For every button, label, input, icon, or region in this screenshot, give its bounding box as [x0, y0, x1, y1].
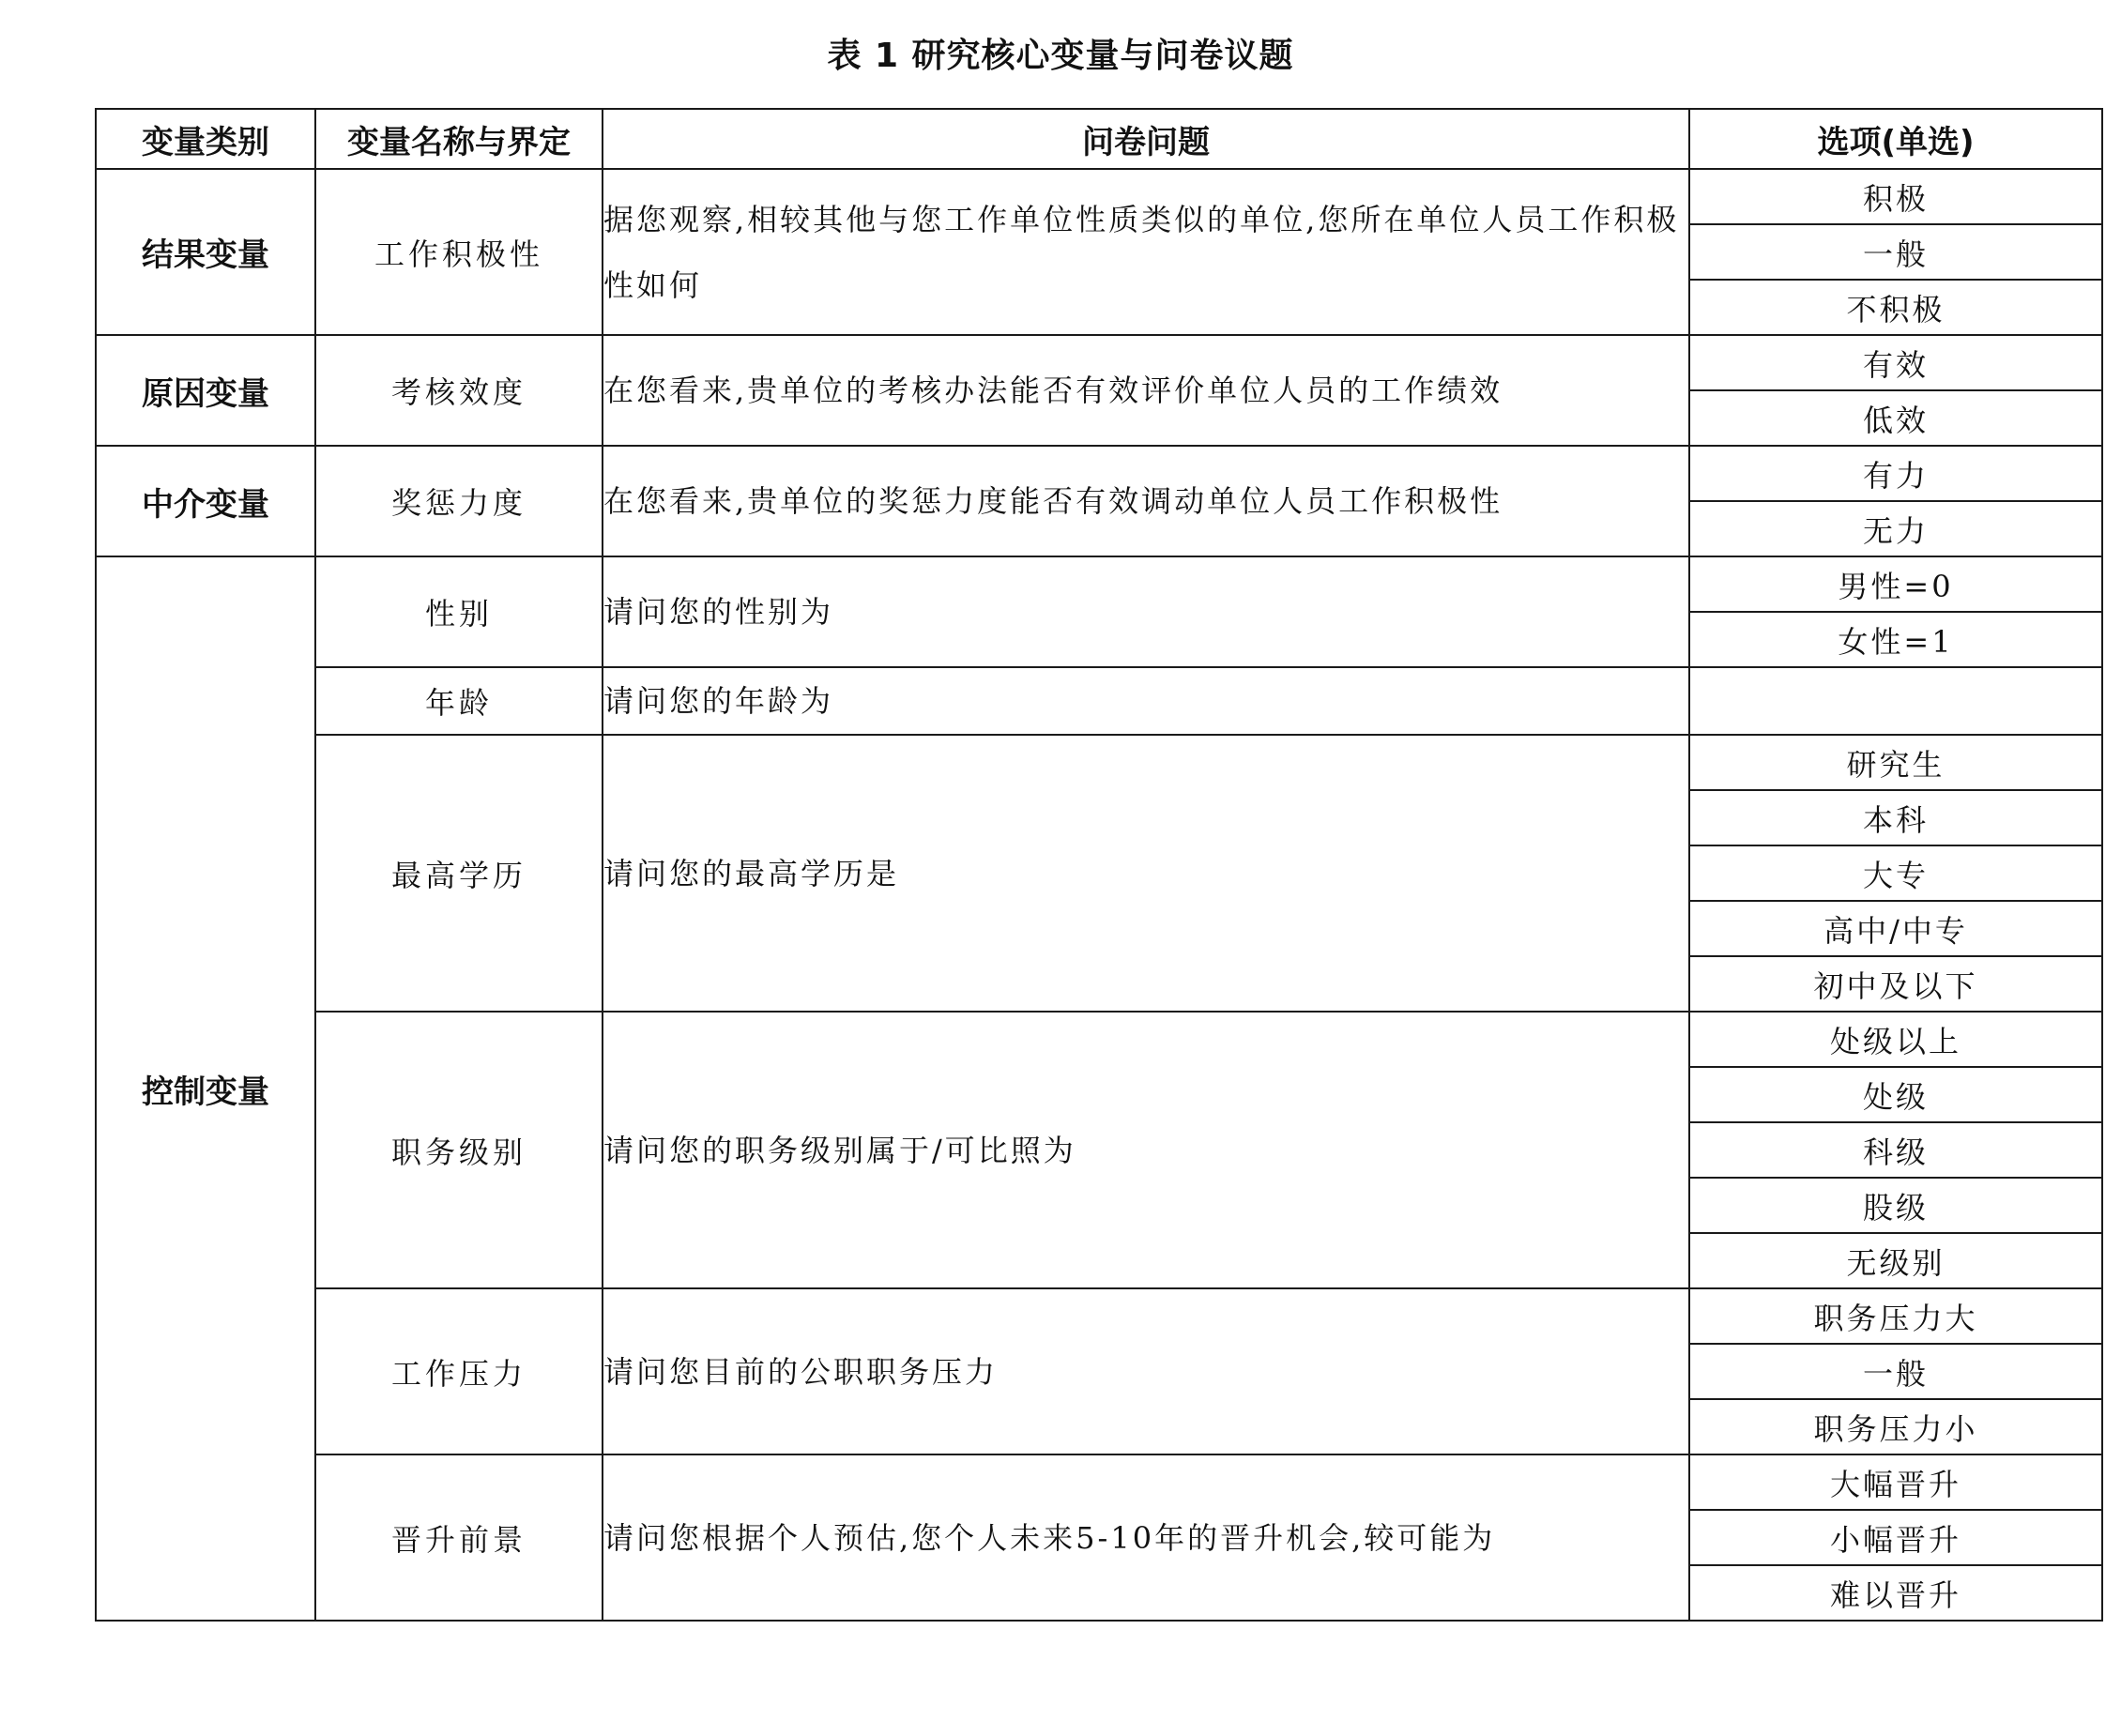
answer-option: 初中及以下: [1689, 956, 2102, 1012]
answer-option: 男性=0: [1689, 556, 2102, 612]
answer-option: 积极: [1689, 169, 2102, 224]
answer-option: 科级: [1689, 1122, 2102, 1178]
variable-name: 性别: [315, 556, 603, 667]
table-row: [96, 556, 2102, 612]
answer-option: 小幅晋升: [1689, 1510, 2102, 1565]
header-question: 问卷问题: [603, 109, 1689, 169]
header-variable-name: 变量名称与界定: [315, 109, 603, 169]
table-caption: 表 1 研究核心变量与问卷议题: [827, 37, 1294, 75]
variable-category: 控制变量: [96, 556, 315, 1621]
answer-option: 高中/中专: [1689, 901, 2102, 956]
header-category: 变量类别: [96, 109, 315, 169]
answer-option: 女性=1: [1689, 612, 2102, 667]
table-row: [96, 1012, 2102, 1067]
table-row: [96, 169, 2102, 224]
answer-option: 处级: [1689, 1067, 2102, 1122]
table-row: [96, 446, 2102, 501]
variable-name: 奖惩力度: [315, 446, 603, 556]
survey-question: 请问您目前的公职职务压力: [603, 1288, 1689, 1454]
table-row: [96, 735, 2102, 790]
answer-option: 大专: [1689, 845, 2102, 901]
answer-option: 难以晋升: [1689, 1565, 2102, 1621]
survey-question: 在您看来,贵单位的奖惩力度能否有效调动单位人员工作积极性: [603, 446, 1689, 556]
survey-question: 请问您的职务级别属于/可比照为: [603, 1012, 1689, 1288]
table-row: [96, 335, 2102, 390]
survey-question: 请问您的年龄为: [603, 667, 1689, 735]
header-options: 选项(单选): [1689, 109, 2102, 169]
survey-question: 在您看来,贵单位的考核办法能否有效评价单位人员的工作绩效: [603, 335, 1689, 446]
survey-variable-table: [95, 108, 2103, 1622]
header-row: [96, 109, 2102, 169]
answer-option: 不积极: [1689, 280, 2102, 335]
variable-category: 结果变量: [96, 169, 315, 335]
answer-option: 职务压力小: [1689, 1399, 2102, 1454]
answer-option: [1689, 667, 2102, 735]
answer-option: 一般: [1689, 224, 2102, 280]
answer-option: 有效: [1689, 335, 2102, 390]
answer-option: 处级以上: [1689, 1012, 2102, 1067]
survey-question: 请问您根据个人预估,您个人未来5-10年的晋升机会,较可能为: [603, 1454, 1689, 1621]
answer-option: 研究生: [1689, 735, 2102, 790]
table-row: [96, 1454, 2102, 1510]
table-row: [96, 667, 2102, 735]
variable-name: 晋升前景: [315, 1454, 603, 1621]
variable-category: 原因变量: [96, 335, 315, 446]
variable-name: 考核效度: [315, 335, 603, 446]
answer-option: 无力: [1689, 501, 2102, 556]
variable-name: 年龄: [315, 667, 603, 735]
answer-option: 有力: [1689, 446, 2102, 501]
answer-option: 大幅晋升: [1689, 1454, 2102, 1510]
answer-option: 低效: [1689, 390, 2102, 446]
table-body: [96, 169, 2102, 1621]
variable-name: 最高学历: [315, 735, 603, 1012]
answer-option: 股级: [1689, 1178, 2102, 1233]
survey-question: 据您观察,相较其他与您工作单位性质类似的单位,您所在单位人员工作积极性如何: [603, 169, 1689, 335]
variable-name: 职务级别: [315, 1012, 603, 1288]
table-row: [96, 1288, 2102, 1344]
survey-question: 请问您的性别为: [603, 556, 1689, 667]
variable-name: 工作压力: [315, 1288, 603, 1454]
answer-option: 职务压力大: [1689, 1288, 2102, 1344]
variable-category: 中介变量: [96, 446, 315, 556]
variable-name: 工作积极性: [315, 169, 603, 335]
answer-option: 一般: [1689, 1344, 2102, 1399]
answer-option: 本科: [1689, 790, 2102, 845]
survey-question: 请问您的最高学历是: [603, 735, 1689, 1012]
answer-option: 无级别: [1689, 1233, 2102, 1288]
